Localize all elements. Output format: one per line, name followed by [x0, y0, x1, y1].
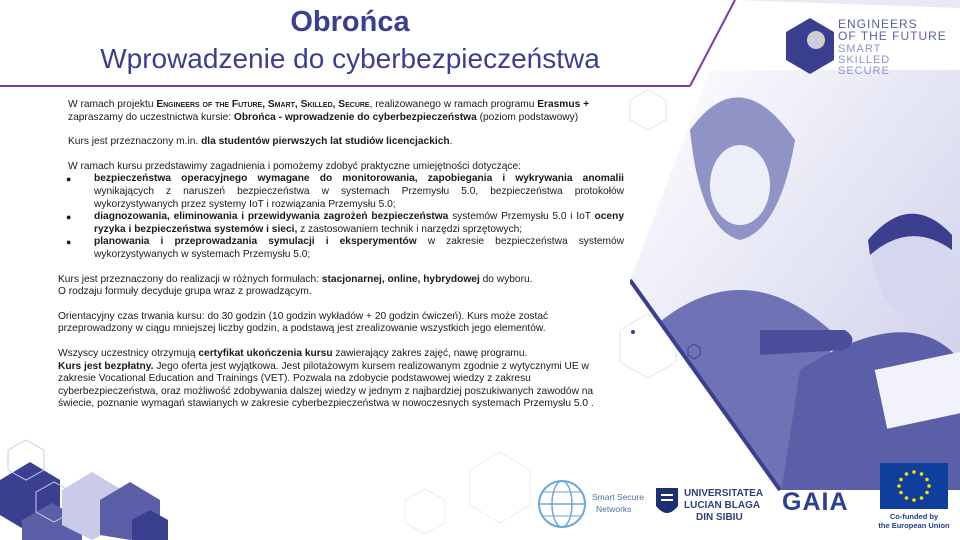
- university-crest-icon: [654, 486, 680, 520]
- partner-ulbs-line2: LUCIAN BLAGA: [684, 500, 761, 511]
- course-description: [58, 99, 624, 411]
- hex-helmet-icon: [786, 18, 834, 74]
- logo-line-2: OF THE FUTURE: [838, 29, 947, 43]
- format-paragraph: Kurs jest przeznaczony do realizacji w różnych formułach: stacjonarnej, online, hybrydowej do wyboru.: [58, 273, 533, 285]
- list-item: ● planowania i przeprowadzania symulacji i eksperymentów w zakresie bezpieczeństwa systemów wykorzystywanych w systemach Przemysłu 5.0;: [58, 236, 624, 261]
- list-item: ● diagnozowania, eliminowania i przewidywania zagrożeń bezpieczeństwa systemów Przemysłu 5.0 i IoT oceny ryzyka i bezpieczeństwa systemów i sieci, z zastosowaniem technik i narzędzi sprzętowych;: [58, 211, 624, 236]
- hero-photo: [630, 70, 960, 500]
- partner-gaia: GAIA: [782, 488, 849, 516]
- free-course-paragraph: Kurs jest bezpłatny. Jego oferta jest wyjątkowa. Jest pilotażowym kursem realizowanym zgodnie z wytycznymi UE w zakresie Vocational Education and Trainings (VET). Pozwala na zdobycie podstawowej wiedzy z zakresu cyberbezpieczeństwa, oraz możliwość zdobywania dalszej wiedzy w jednym z najbardziej poszukiwanych zawodów na świecie, poznanie wymagań stawianych w zakresie cyberbezpieczeństwa w nowoczesnych systemach Przemysłu 5.0 .: [58, 360, 594, 410]
- eu-caption-line-1: Co-funded by: [889, 512, 939, 521]
- partner-ulbs-line3: DIN SIBIU: [696, 512, 743, 523]
- eu-caption-line-2: the European Union: [878, 521, 950, 530]
- intro-paragraph: W ramach projektu Engineers of the Future, Smart, Skilled, Secure, realizowanego w ramach programu Erasmus + zapraszamy do uczestnictwa kursie: Obrońca - wprowadzenie do cyberbezpieczeństwa (poziom podstawowy): [68, 99, 590, 123]
- page-title: Obrońca: [290, 6, 410, 38]
- logo-line-3: SMART: [838, 43, 882, 55]
- format-note: O rodzaju formuły decyduje grupa wraz z prowadzącym.: [58, 286, 312, 298]
- globe-network-icon: [536, 478, 588, 530]
- logo-line-4: SKILLED: [838, 54, 891, 66]
- eu-stars-icon: [880, 463, 948, 509]
- page-subtitle: Wprowadzenie do cyberbezpieczeństwa: [100, 43, 600, 74]
- certificate-paragraph: Wszyscy uczestnicy otrzymują certyfikat ukończenia kursu zawierający zakres zajęć, nawę programu.: [58, 347, 528, 359]
- list-item: ● bezpieczeństwa operacyjnego wymagane do monitorowania, zapobiegania i wykrywania anomalii wynikających z naruszeń bezpieczeństwa w systemach Przemysłu 5.0, bezpieczeństwa protokołów wykorzystywanych przez systemy IoT i rozwiązania Przemysłu 5.0;: [58, 173, 624, 211]
- logo-line-5: SECURE: [838, 65, 890, 77]
- partner-ssn-line2: Networks: [596, 504, 632, 514]
- partner-ulbs-line1: UNIVERSITATEA: [684, 488, 764, 499]
- audience-paragraph: Kurs jest przeznaczony m.in. dla studentów pierwszych lat studiów licencjackich.: [68, 136, 453, 148]
- eu-caption: [868, 512, 960, 530]
- partner-ssn-line1: Smart Secure: [592, 492, 644, 502]
- project-logo: [786, 14, 956, 78]
- duration-paragraph: Orientacyjny czas trwania kursu: do 30 godzin (10 godzin wykładów + 20 godzin ćwiczeń). Kurs może zostać przeprowadzony w ciągu mniejszej liczby godzin, a podstawą jest zrealizowanie wszystkich jego elementów.: [58, 310, 549, 335]
- logo-line-1: ENGINEERS: [838, 17, 918, 31]
- topics-intro: W ramach kursu przedstawimy zagadnienia i pomożemy zdobyć praktyczne umiejętności dotyczące:: [68, 160, 521, 172]
- eu-flag: [880, 463, 948, 509]
- topics-list: [58, 173, 624, 261]
- partner-logos: [530, 472, 870, 536]
